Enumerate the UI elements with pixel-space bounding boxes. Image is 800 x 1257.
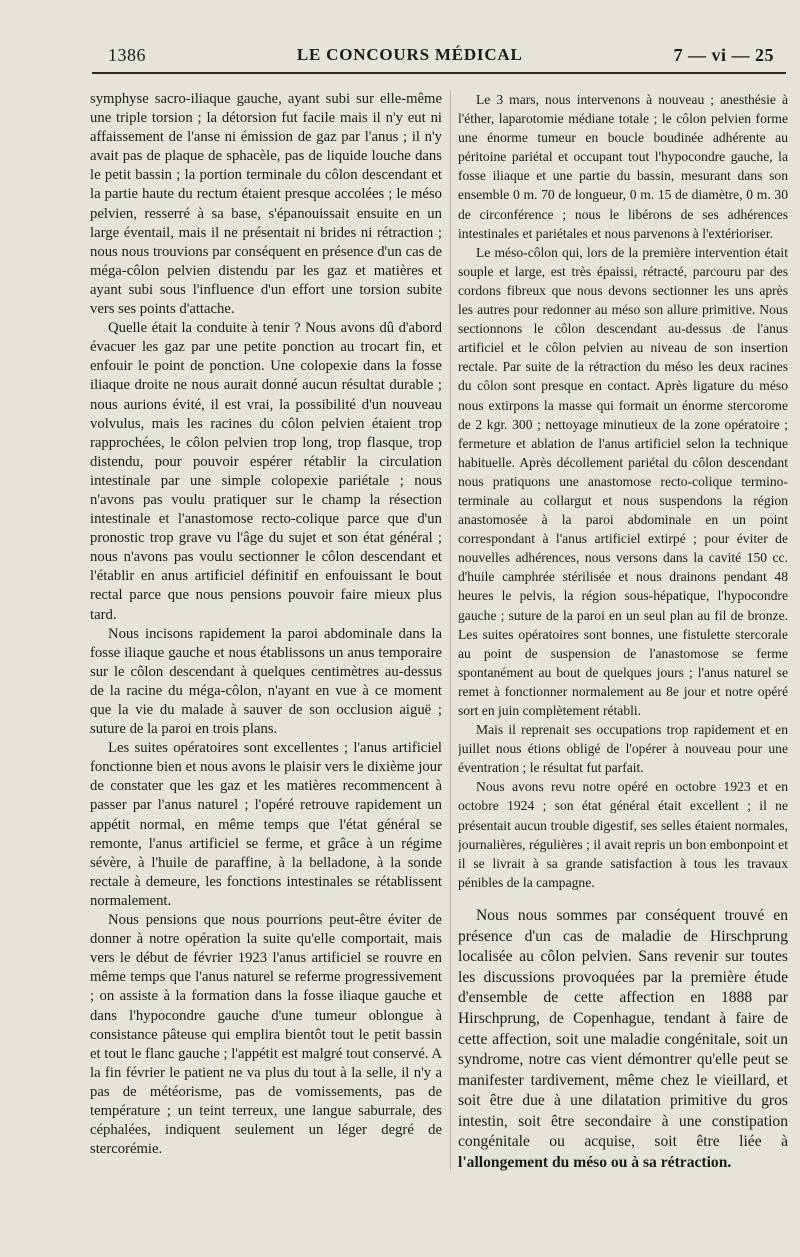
- column-divider: [450, 90, 451, 1170]
- header-rule: [92, 72, 786, 74]
- paragraph: Nous incisons rapidement la paroi abdominale dans la fosse iliaque gauche et nous établissons un anus temporaire sur le côlon descendant à quelques centimètres au-dessus de la racine du méga-côlon, n'ayant en vue à ce moment que la vie du malade à sauver de son occlusion aiguë ; suture de la paroi en trois plans.: [90, 625, 442, 738]
- conclusion-bold-text: l'allongement du méso ou à sa rétraction.: [458, 1154, 732, 1172]
- left-column: [90, 90, 442, 1180]
- paragraph: symphyse sacro-iliaque gauche, ayant subi sur elle-même une triple torsion ; la détorsion fut facile mais il n'y eut ni affaissement de l'anse ni émission de gaz par l'anus ; il n'y avait pas de plaque de sphacèle, pas de liquide louche dans le petit bassin ; la portion terminale du côlon descendant et la partie haute du rectum étaient presque accolées ; le méso pelvien, resserré à sa base, s'épanouissait ensuite en un large éventail, mais il ne présentait ni brides ni rétraction ; nous nous trouvions par conséquent en présence d'un cas de méga-côlon pelvien distendu par les gaz et matières et ayant subi sous l'influence d'un effort une torsion subite vers ses points d'attache.: [90, 91, 442, 318]
- conclusion-paragraph: [458, 906, 788, 1174]
- page-number: 1386: [108, 44, 146, 65]
- journal-title: LE CONCOURS MÉDICAL: [296, 45, 523, 64]
- paragraph: Quelle était la conduite à tenir ? Nous avons dû d'abord évacuer les gaz par une petite ponction au trocart fin, et enfouir le point de ponction. Une colopexie dans la fosse iliaque droite ne nous aurait donné aucun résultat durable ; nous aurions évité, il est vrai, la possibilité d'un nouveau volvulus, mais les racines du côlon pelvien étaient trop rapprochées, le côlon pelvien trop long, trop flasque, trop distendu, pour pouvoir espérer rétablir la circulation intestinale par une simple colopexie pariétale ; nous n'avons pas voulu pratiquer sur le champ la résection intestinale et l'anastomose recto-colique parce que d'un pronostic trop grave vu l'âge du sujet et son état général ; nous n'avons pas voulu sectionner le côlon descendant et l'établir en anus artificiel définitif en enfouissant le bout rectal parce que nous pensions pouvoir faire mieux plus tard.: [90, 320, 442, 623]
- page-header: [108, 44, 774, 66]
- issue-date: 7 — vi — 25: [673, 44, 774, 65]
- conclusion-text: Nous nous sommes par conséquent trouvé en présence d'un cas de maladie de Hirschprung localisée au côlon pelvien. Sans revenir sur toutes les discussions provoquées par la première étude d'ensemble de cette affection en 1888 par Hirschprung, de Copenhague, tendant à faire de cette affection, soit une maladie congénitale, soit un syndrome, notre cas vient démontrer qu'elle peut se manifester tardivement, même chez le vieillard, et soit être due à une dilatation primitive du gros intestin, soit être secondaire à une constipation congénitale ou acquise, soit être liée à: [458, 906, 788, 1151]
- right-column: [458, 90, 788, 1180]
- paragraph: Nous pensions que nous pourrions peut-être éviter de donner à notre opération la suite qu'elle comportait, mais vers le début de février 1923 l'anus artificiel se rouvre en même temps que l'anus naturel se referme progressivement ; on assiste à la formation dans la fosse iliaque gauche et dans l'hypocondre gauche d'une tumeur oblongue à consistance pâteuse qui emplira bientôt tout le petit bassin et tout le flanc gauche ; l'appétit est malgré tout conservé. A la fin février le patient ne va plus du tout à la selle, il n'y a pas de météorisme, pas de vomissements, pas de température ; un teint terreux, une langue saburrale, des céphalées, indiquent seulement un léger degré de stercorémie.: [90, 912, 442, 1158]
- paragraph: Nous avons revu notre opéré en octobre 1923 et en octobre 1924 ; son état général était excellent ; il ne présentait aucun trouble digestif, ses selles étaient normales, journalières, régulières ; il avait repris un bon embonpoint et il se livrait à sa grande satisfaction à tous les travaux pénibles de la campagne.: [458, 779, 788, 890]
- paragraph: Le 3 mars, nous intervenons à nouveau ; anesthésie à l'éther, laparotomie médiane totale ; le côlon pelvien forme une énorme tumeur en boucle boudinée adhérente au péritoine pariétal et occupant tout l'hypocondre gauche, la fosse iliaque et une partie du bassin, mesurant dans son ensemble 0 m. 70 de longueur, 0 m. 15 de diamètre, 0 m. 30 de circonférence ; nous le libérons de ses adhérences intestinales et pariétales et nous parvenons à l'extérioriser.: [458, 92, 788, 241]
- paragraph: Le méso-côlon qui, lors de la première intervention était souple et large, est très épaissi, rétracté, parcouru par des cordons fibreux que nous devons sectionner les uns après les autres pour redonner au méso son allure primitive. Nous sectionnons le côlon descendant au-dessus de l'anus artificiel et le côlon pelvien au niveau de son insertion rectale. Par suite de la rétraction du méso les deux racines du côlon sont presque en contact. Après ligature du méso nous extirpons la masse qui formait un énorme stercorome de 2 kgr. 300 ; nettoyage minutieux de la zone opératoire ; fermeture et ablation de l'anus artificiel selon la technique habituelle. Après décollement pariétal du côlon descendant nous pratiquons une anastomose recto-colique termino-terminale au collargut et nous suspendons la région anastomosée à la paroi abdominale en un point correspondant à l'anus artificiel extirpé ; pour éviter de nouvelles adhérences, nous versons dans la cavité 150 cc. d'huile camphrée stérilisée et nous drainons pendant 48 heures le pelvis, la région sous-hépatique, l'hypocondre gauche ; suture de la paroi en un seul plan au fil de bronze. Les suites opératoires sont bonnes, une fistulette stercorale au point de suspension de l'anastomose se ferme spontanément au bout de quelques jours ; l'anus naturel se remet à fonctionner normalement au 8e jour et notre opéré sort en juin complètement rétabli.: [458, 244, 788, 718]
- paragraph: Mais il reprenait ses occupations trop rapidement et en juillet nous étions obligé de l'opérer à nouveau pour une éventration ; le résultat fut parfait.: [458, 722, 788, 776]
- paragraph: Les suites opératoires sont excellentes ; l'anus artificiel fonctionne bien et nous avons le plaisir vers le dixième jour de constater que les gaz et les matières recommencent à passer par l'anus naturel ; l'opéré retrouve rapidement un appétit normal, en même temps que l'état général se remonte, l'anus artificiel se ferme, et grâce à un régime sévère, à l'huile de paraffine, à la belladone, à la sonde rectale à demeure, les fonctions intestinales se rétablissent normalement.: [90, 740, 442, 909]
